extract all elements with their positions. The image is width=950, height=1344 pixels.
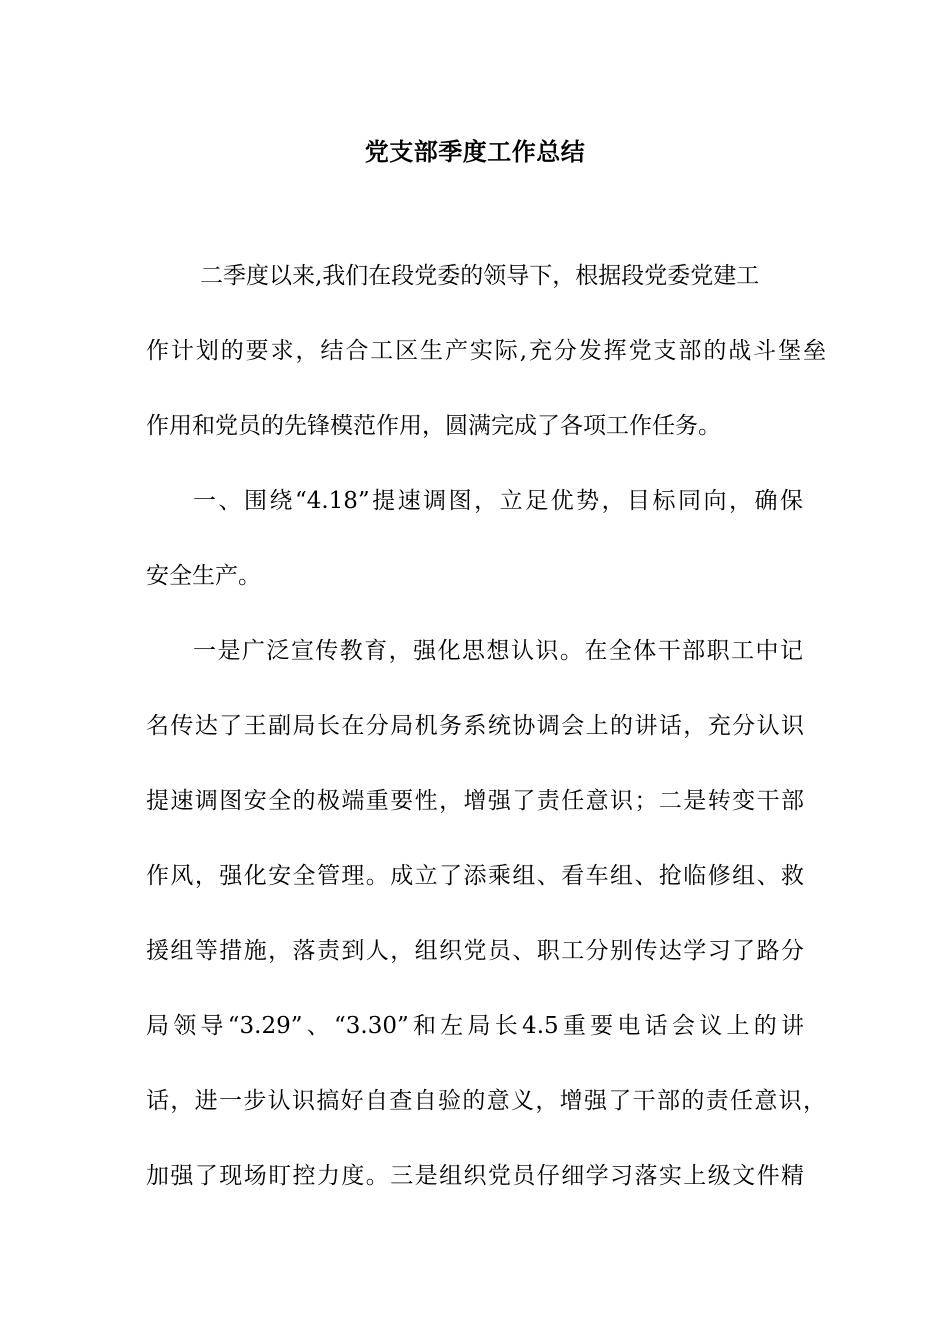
paragraph-line-7: 名传达了王副局长在分局机务系统协调会上的讲话，充分认识: [146, 713, 804, 739]
paragraph-line-2: 作计划的要求，结合工区生产实际,充分发挥党支部的战斗堡垒: [146, 338, 826, 364]
paragraph-line-12: 话，进一步认识搞好自查自验的意义，增强了干部的责任意识，: [146, 1088, 826, 1114]
paragraph-line-6: 一是广泛宣传教育，强化思想认识。在全体干部职工中记: [193, 638, 803, 664]
page-title: 党支部季度工作总结: [364, 137, 586, 166]
paragraph-line-5: 安全生产。: [146, 563, 261, 589]
paragraph-line-1: 二季度以来,我们在段党委的领导下，根据段党委党建工: [200, 263, 760, 289]
paragraph-line-13: 加强了现场盯控力度。三是组织党员仔细学习落实上级文件精: [146, 1163, 804, 1189]
paragraph-line-3: 作用和党员的先锋模范作用，圆满完成了各项工作任务。: [146, 413, 721, 439]
paragraph-line-8: 提速调图安全的极端重要性，增强了责任意识；二是转变干部: [146, 788, 804, 814]
paragraph-line-11: 局领导“3.29”、“3.30”和左局长4.5重要电话会议上的讲: [146, 1013, 804, 1039]
paragraph-line-9: 作风，强化安全管理。成立了添乘组、看车组、抢临修组、救: [146, 863, 804, 889]
paragraph-line-4: 一、围绕“4.18”提速调图，立足优势，目标同向，确保: [193, 488, 803, 514]
paragraph-line-10: 援组等措施，落责到人，组织党员、职工分别传达学习了路分: [146, 938, 804, 964]
